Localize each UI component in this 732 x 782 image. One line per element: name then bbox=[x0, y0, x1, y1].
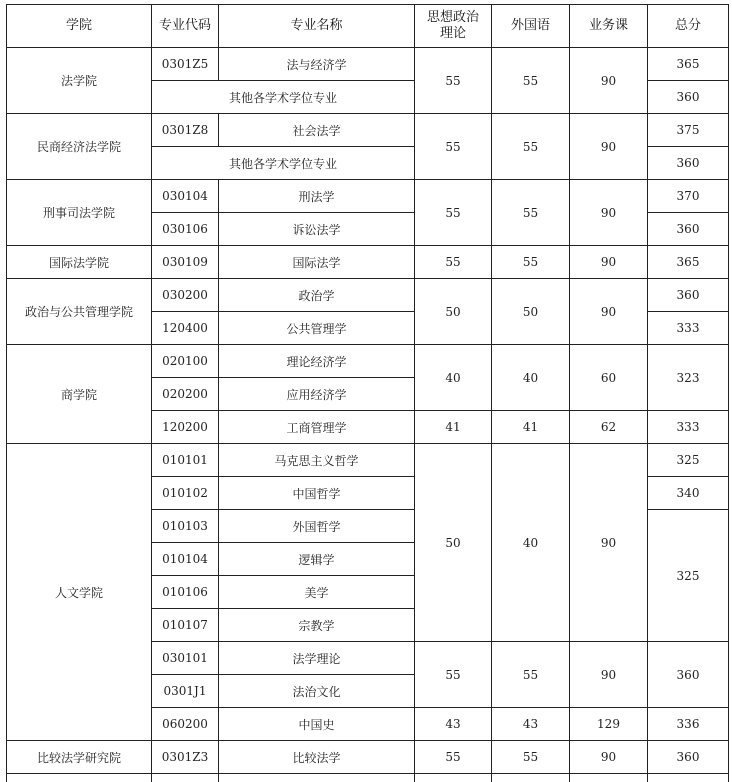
code-cell: 020100 bbox=[152, 345, 219, 378]
code-cell: 010106 bbox=[152, 576, 219, 609]
cutoff-cell bbox=[152, 774, 219, 782]
college-cell: 政治与公共管理学院 bbox=[7, 279, 152, 345]
major-name-cell: 理论经济学 bbox=[219, 345, 415, 378]
code-cell: 0301Z5 bbox=[152, 48, 219, 81]
total-cell: 365 bbox=[648, 48, 729, 81]
major-name-cell: 比较法学 bbox=[219, 741, 415, 774]
total-cell: 370 bbox=[648, 180, 729, 213]
foreign-cell: 40 bbox=[492, 345, 570, 411]
code-cell: 030200 bbox=[152, 279, 219, 312]
politics-cell: 41 bbox=[415, 411, 492, 444]
politics-cell: 40 bbox=[415, 345, 492, 411]
code-cell: 010103 bbox=[152, 510, 219, 543]
college-cell: 刑事司法学院 bbox=[7, 180, 152, 246]
foreign-cell: 50 bbox=[492, 279, 570, 345]
total-cell: 360 bbox=[648, 279, 729, 312]
total-cell: 333 bbox=[648, 312, 729, 345]
major-name-cell: 法治文化 bbox=[219, 675, 415, 708]
code-cell: 030101 bbox=[152, 642, 219, 675]
code-cell: 010104 bbox=[152, 543, 219, 576]
admission-score-table bbox=[6, 4, 729, 782]
politics-cell: 55 bbox=[415, 642, 492, 708]
total-cell: 340 bbox=[648, 477, 729, 510]
foreign-cell: 43 bbox=[492, 708, 570, 741]
total-cell: 325 bbox=[648, 510, 729, 642]
header-name: 专业名称 bbox=[219, 5, 415, 48]
college-cell: 民商经济法学院 bbox=[7, 114, 152, 180]
table-row bbox=[7, 279, 729, 312]
foreign-cell: 40 bbox=[492, 444, 570, 642]
politics-cell: 55 bbox=[415, 180, 492, 246]
college-cell: 商学院 bbox=[7, 345, 152, 444]
header-foreign: 外国语 bbox=[492, 5, 570, 48]
total-cell: 365 bbox=[648, 246, 729, 279]
foreign-cell: 55 bbox=[492, 114, 570, 180]
business-cell: 129 bbox=[570, 708, 648, 741]
business-cell: 90 bbox=[570, 180, 648, 246]
code-cell: 120200 bbox=[152, 411, 219, 444]
cutoff-cell bbox=[415, 774, 492, 782]
table-row bbox=[7, 114, 729, 147]
cutoff-cell bbox=[219, 774, 415, 782]
code-cell: 0301Z8 bbox=[152, 114, 219, 147]
major-name-cell: 法学理论 bbox=[219, 642, 415, 675]
politics-cell: 55 bbox=[415, 48, 492, 114]
major-name-cell: 其他各学术学位专业 bbox=[152, 147, 415, 180]
code-cell: 020200 bbox=[152, 378, 219, 411]
total-cell: 333 bbox=[648, 411, 729, 444]
major-name-cell: 工商管理学 bbox=[219, 411, 415, 444]
major-name-cell: 刑法学 bbox=[219, 180, 415, 213]
code-cell: 0301Z3 bbox=[152, 741, 219, 774]
politics-cell: 55 bbox=[415, 741, 492, 774]
politics-cell: 55 bbox=[415, 246, 492, 279]
college-cell: 国际法学院 bbox=[7, 246, 152, 279]
college-cell: 比较法学研究院 bbox=[7, 741, 152, 774]
politics-cell: 50 bbox=[415, 444, 492, 642]
cutoff-cell bbox=[648, 774, 729, 782]
cutoff-cell bbox=[570, 774, 648, 782]
foreign-cell: 55 bbox=[492, 741, 570, 774]
college-cell: 人文学院 bbox=[7, 444, 152, 741]
business-cell: 90 bbox=[570, 246, 648, 279]
major-name-cell: 美学 bbox=[219, 576, 415, 609]
total-cell: 336 bbox=[648, 708, 729, 741]
major-name-cell: 其他各学术学位专业 bbox=[152, 81, 415, 114]
code-cell: 060200 bbox=[152, 708, 219, 741]
code-cell: 030104 bbox=[152, 180, 219, 213]
total-cell: 325 bbox=[648, 444, 729, 477]
business-cell: 90 bbox=[570, 741, 648, 774]
major-name-cell: 宗教学 bbox=[219, 609, 415, 642]
table-row bbox=[7, 180, 729, 213]
foreign-cell: 55 bbox=[492, 48, 570, 114]
header-politics bbox=[415, 5, 492, 48]
business-cell: 90 bbox=[570, 279, 648, 345]
cutoff-cell bbox=[492, 774, 570, 782]
header-college: 学院 bbox=[7, 5, 152, 48]
major-name-cell: 社会法学 bbox=[219, 114, 415, 147]
foreign-cell: 55 bbox=[492, 246, 570, 279]
business-cell: 90 bbox=[570, 444, 648, 642]
total-cell: 360 bbox=[648, 741, 729, 774]
total-cell: 360 bbox=[648, 81, 729, 114]
business-cell: 90 bbox=[570, 642, 648, 708]
major-name-cell: 中国史 bbox=[219, 708, 415, 741]
code-cell: 010101 bbox=[152, 444, 219, 477]
politics-cell: 55 bbox=[415, 114, 492, 180]
major-name-cell: 应用经济学 bbox=[219, 378, 415, 411]
total-cell: 323 bbox=[648, 345, 729, 411]
total-cell: 360 bbox=[648, 213, 729, 246]
total-cell: 360 bbox=[648, 642, 729, 708]
major-name-cell: 法与经济学 bbox=[219, 48, 415, 81]
table-row bbox=[7, 444, 729, 477]
code-cell: 030106 bbox=[152, 213, 219, 246]
header-politics-label: 思想政治理论 bbox=[427, 10, 479, 42]
business-cell: 60 bbox=[570, 345, 648, 411]
foreign-cell: 41 bbox=[492, 411, 570, 444]
business-cell: 90 bbox=[570, 114, 648, 180]
table-row bbox=[7, 48, 729, 81]
foreign-cell: 55 bbox=[492, 180, 570, 246]
total-cell: 360 bbox=[648, 147, 729, 180]
cutoff-cell bbox=[7, 774, 152, 782]
major-name-cell: 马克思主义哲学 bbox=[219, 444, 415, 477]
major-name-cell: 外国哲学 bbox=[219, 510, 415, 543]
politics-cell: 50 bbox=[415, 279, 492, 345]
major-name-cell: 国际法学 bbox=[219, 246, 415, 279]
table-row bbox=[7, 741, 729, 774]
table-row bbox=[7, 246, 729, 279]
table-row-cutoff bbox=[7, 774, 729, 782]
major-name-cell: 政治学 bbox=[219, 279, 415, 312]
code-cell: 0301J1 bbox=[152, 675, 219, 708]
code-cell: 030109 bbox=[152, 246, 219, 279]
foreign-cell: 55 bbox=[492, 642, 570, 708]
politics-cell: 43 bbox=[415, 708, 492, 741]
code-cell: 010107 bbox=[152, 609, 219, 642]
major-name-cell: 中国哲学 bbox=[219, 477, 415, 510]
header-total: 总分 bbox=[648, 5, 729, 48]
college-cell: 法学院 bbox=[7, 48, 152, 114]
code-cell: 010102 bbox=[152, 477, 219, 510]
code-cell: 120400 bbox=[152, 312, 219, 345]
major-name-cell: 公共管理学 bbox=[219, 312, 415, 345]
header-business: 业务课 bbox=[570, 5, 648, 48]
total-cell: 375 bbox=[648, 114, 729, 147]
business-cell: 62 bbox=[570, 411, 648, 444]
major-name-cell: 逻辑学 bbox=[219, 543, 415, 576]
table-header-row bbox=[7, 5, 729, 48]
major-name-cell: 诉讼法学 bbox=[219, 213, 415, 246]
business-cell: 90 bbox=[570, 48, 648, 114]
table-row bbox=[7, 345, 729, 378]
header-code: 专业代码 bbox=[152, 5, 219, 48]
